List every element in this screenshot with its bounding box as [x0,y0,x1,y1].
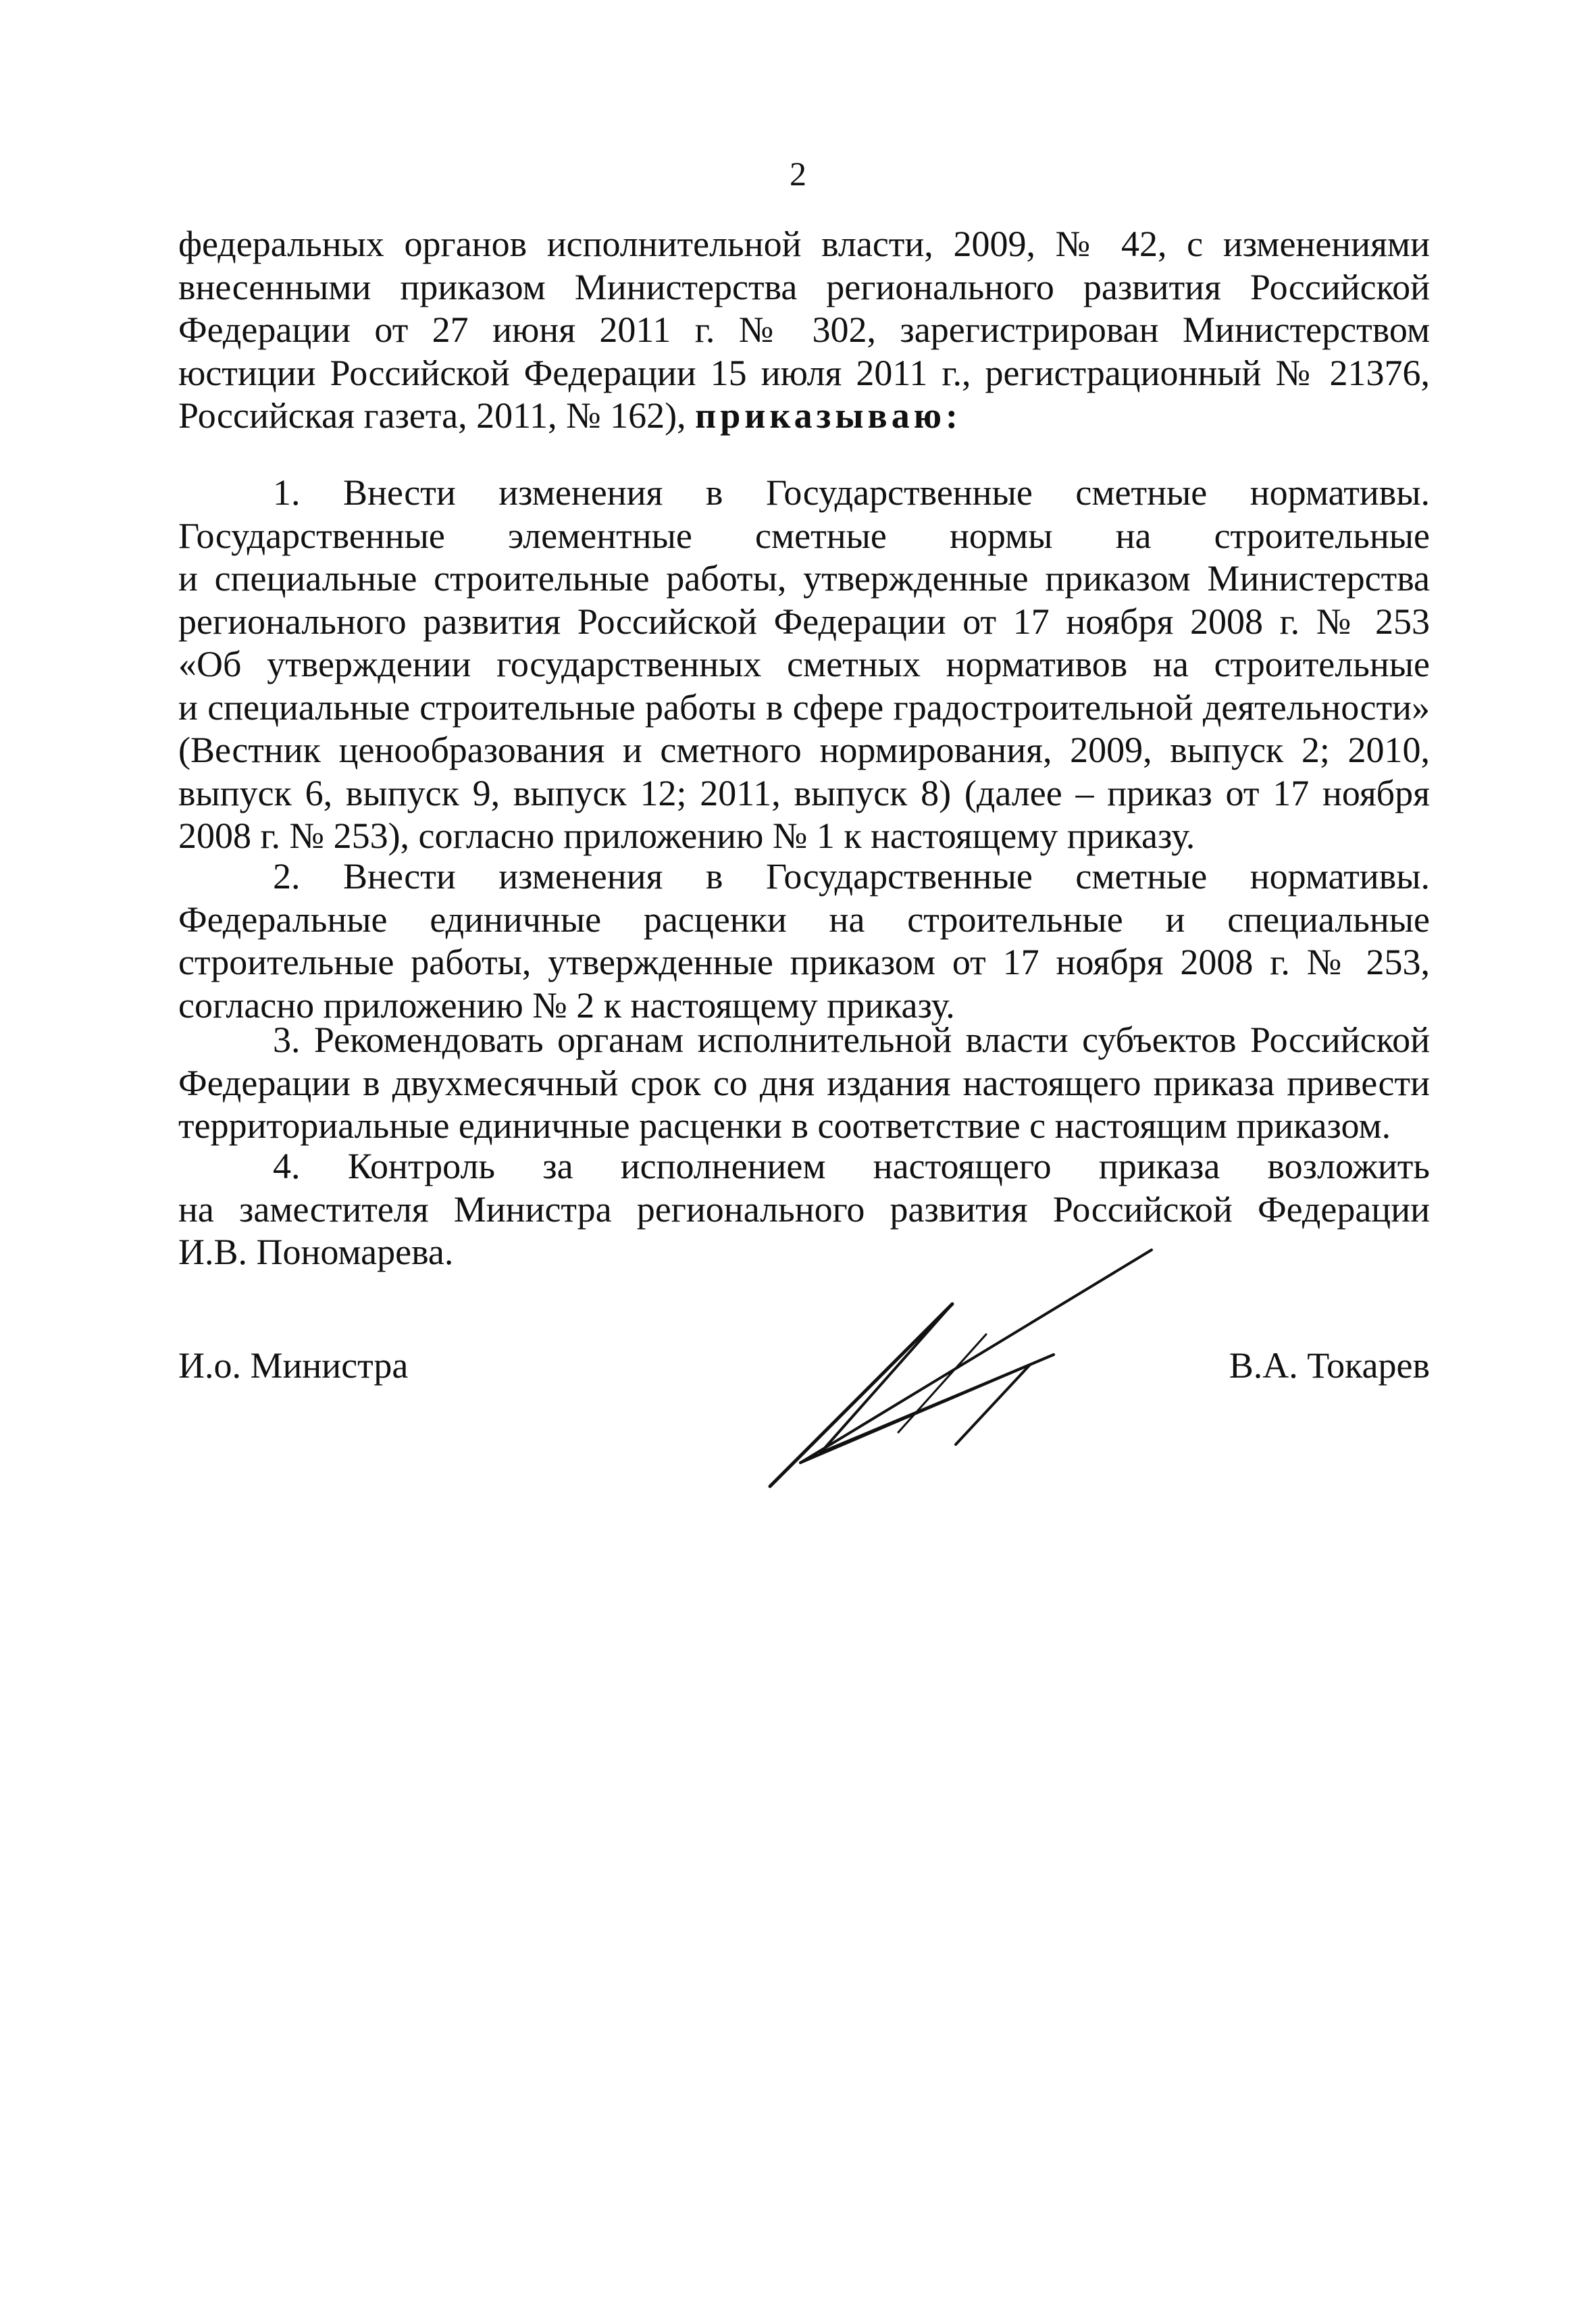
text-line: Федеральные единичные расценки на строительные и специальные [178,899,1430,940]
intro-paragraph [178,223,1430,438]
text-line: (Вестник ценообразования и сметного нормирования, 2009, выпуск 2; 2010, [178,730,1430,770]
text-line: и специальные строительные работы, утвержденные приказом Министерства [178,558,1430,599]
text-line: 2. Внести изменения в Государственные сметные нормативы. [273,856,1430,897]
intro-last-text: Российская газета, 2011, № 162), [178,395,686,436]
text-line: 3. Рекомендовать органам исполнительной власти субъектов Российской [273,1020,1430,1060]
text-line: федеральных органов исполнительной власти, 2009, № 42, с изменениями [178,224,1430,264]
text-line: 1. Внести изменения в Государственные сметные нормативы. [273,472,1430,513]
text-line: 4. Контроль за исполнением настоящего приказа возложить [273,1146,1430,1186]
text-line: выпуск 6, выпуск 9, выпуск 12; 2011, выпуск 8) (далее – приказ от 17 ноября [178,772,1430,813]
text-line: и специальные строительные работы в сфере градостроительной деятельности» [178,686,1430,728]
text-line: на заместителя Министра регионального развития Российской Федерации [178,1188,1430,1230]
page-number: 2 [790,155,806,193]
text-line: строительные работы, утвержденные приказом от 17 ноября 2008 г. № 253, [178,942,1430,982]
text-line: внесенными приказом Министерства регионального развития Российской [178,266,1430,307]
text-line: регионального развития Российской Федерации от 17 ноября 2008 г. № 253 [178,601,1430,642]
text-line: Федерации в двухмесячный срок со дня издания настоящего приказа привести [178,1062,1430,1103]
paragraph-2 [178,855,1430,1027]
text-line: И.В. Пономарева. [178,1232,454,1272]
text-line: Государственные элементные сметные нормы на строительные [178,515,1430,556]
text-line: согласно приложению № 2 к настоящему приказу. [178,984,955,1026]
handwritten-signature [763,1230,1155,1513]
text-line: «Об утверждении государственных сметных нормативов на строительные [178,644,1430,684]
text-line [178,395,1430,438]
text-line: юстиции Российской Федерации 15 июля 2011 г., регистрационный № 21376, [178,352,1430,393]
paragraph-1 [178,472,1430,858]
signatory-title: И.о. Министра [178,1345,409,1386]
signatory-name: В.А. Токарев [1229,1345,1430,1386]
paragraph-3 [178,1019,1430,1148]
text-line: Федерации от 27 июня 2011 г. № 302, зарегистрирован Министерством [178,309,1430,350]
prikazyvayu-keyword: приказываю: [695,395,962,436]
text-line: 2008 г. № 253), согласно приложению № 1 к настоящему приказу. [178,815,1195,856]
text-line: территориальные единичные расценки в соответствие с настоящим приказом. [178,1105,1391,1146]
